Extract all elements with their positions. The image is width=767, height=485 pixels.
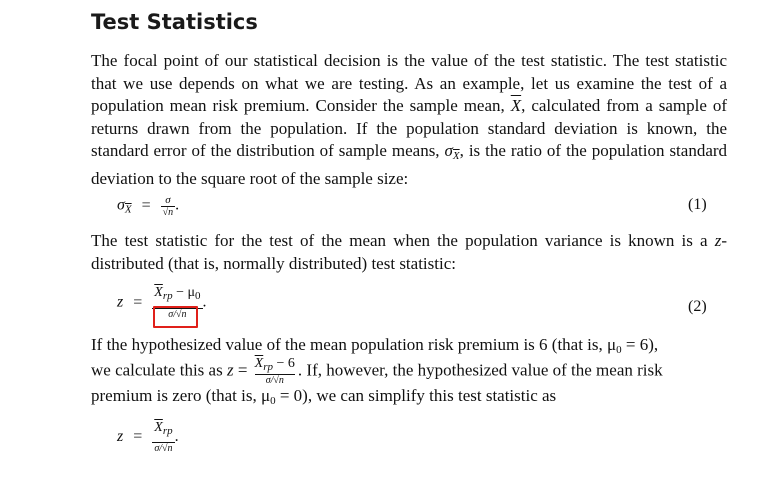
p1-line2: that we use depends on what we are testing. As an example, let us examine the test <box>91 73 692 93</box>
p3-frac-sub: rp <box>263 361 274 373</box>
p1-line3: of a population mean risk premium. Consider the sample mean, <box>91 73 728 116</box>
equation-1 <box>117 194 179 218</box>
paragraph-z-intro <box>91 230 727 275</box>
section-title: Test Statistics <box>91 10 258 34</box>
p3-line2-end: . If, however, the hypothesized value of the mean risk <box>297 360 663 380</box>
p3-line3-sub: 0 <box>270 395 276 407</box>
eq1-fraction <box>161 194 176 218</box>
p3-frac-xbar: $\overline{X}$ <box>254 356 264 371</box>
p1-line3-end: , calculated from <box>521 96 640 116</box>
xbar-symbol: $\overline{X}$ <box>510 96 522 116</box>
p3-line2 <box>91 357 731 386</box>
p3-line1-end: = 6), <box>621 335 659 354</box>
p3-frac-num <box>255 357 295 374</box>
p3-line3 <box>91 385 727 413</box>
paragraph-intro <box>91 50 727 191</box>
p2-z: z <box>714 231 722 250</box>
p3-inline-fraction <box>255 357 295 386</box>
eq3-lhs: z <box>117 428 124 445</box>
p3-z: z <box>226 360 234 380</box>
eq3-trail: . <box>174 428 179 445</box>
eq2-equals: = <box>133 293 143 311</box>
highlight-box <box>153 306 198 328</box>
p1-line4: a sample of returns drawn from the population. If the population standard deviation <box>91 96 728 138</box>
eq3-num-sub: rp <box>162 425 173 437</box>
p3-line3-text: premium is zero (that is, μ <box>91 386 271 405</box>
eq2-trail: . <box>202 293 207 311</box>
eq2-num-rest-sub: 0 <box>195 290 201 302</box>
eq2-num-sub: rp <box>162 290 173 302</box>
equation-1-number: (1) <box>688 196 707 213</box>
p2-line2: -distributed (that is, normally distributed) test statistic: <box>91 231 728 273</box>
eq1-equals: = <box>141 196 151 214</box>
eq1-lhs-sub: X <box>124 203 132 216</box>
p3-frac-den: σ/√n <box>255 374 295 386</box>
sigma-symbol: σ <box>444 141 453 161</box>
sigma-subscript: X <box>452 150 460 163</box>
eq3-denominator: σ/√n <box>152 442 174 454</box>
eq2-num-rest: − μ <box>172 285 196 300</box>
p1-line6: the population standard deviation to the square root of the sample size: <box>91 141 728 188</box>
eq3-numerator <box>152 420 174 439</box>
eq3-equals: = <box>133 428 143 445</box>
p3-line2-start: we calculate this as <box>91 360 227 380</box>
eq1-lhs: σ <box>117 196 125 214</box>
p1-line5-end: , is the ratio of <box>459 141 562 161</box>
eq3-fraction <box>152 420 174 454</box>
eq1-numerator: σ <box>165 194 171 206</box>
p2-line1: The test statistic for the test of the mean when the population variance is known is a <box>91 231 708 250</box>
eq3-xbar: $\overline{X}$ <box>154 420 163 435</box>
eq2-xbar: $\overline{X}$ <box>154 285 163 300</box>
eq2-numerator <box>152 285 202 304</box>
p1-line5: is known, the standard error of the distribution of sample means, <box>91 118 727 161</box>
p3-line1-sub: 0 <box>616 344 622 356</box>
p3-line1-text: If the hypothesized value of the mean population risk premium is 6 (that is, μ <box>91 335 617 354</box>
eq2-lhs: z <box>117 293 124 311</box>
p3-equals: = <box>233 360 252 380</box>
p1-line1: The focal point of our statistical decision is the value of the test statistic. The test statistic <box>91 51 727 70</box>
p3-frac-rest: − 6 <box>273 356 295 371</box>
p3-line3-end: = 0), we can simplify this test statistic as <box>275 386 557 405</box>
eq2-denominator: σ/√n <box>152 308 202 320</box>
eq1-trail: . <box>175 196 180 214</box>
equation-2-number: (2) <box>688 298 707 315</box>
eq1-denominator: √n <box>162 207 174 218</box>
equation-3 <box>117 420 179 454</box>
